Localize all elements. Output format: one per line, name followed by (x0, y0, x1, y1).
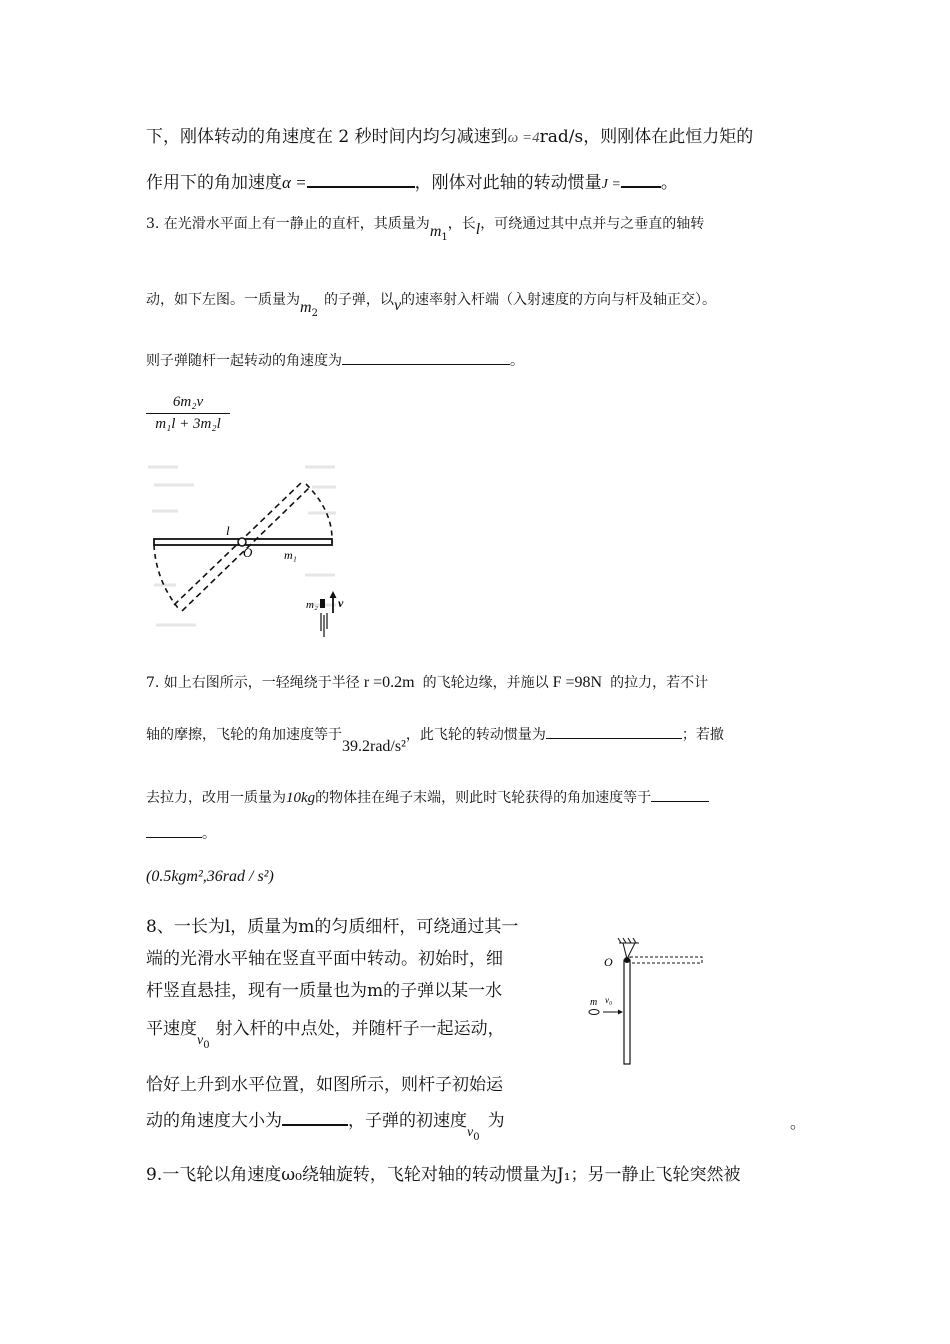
q7-answer: (0.5kgm²,36rad / s²) (146, 868, 274, 885)
q3-line-3: 则子弹随杆一起转动的角速度为 。 (146, 353, 524, 369)
label-l: l (226, 523, 230, 538)
rod-horizontal-dashed (630, 957, 702, 963)
answer-blank-q3[interactable] (342, 363, 510, 365)
label-m1: m₁ (284, 548, 297, 562)
label-v0: v₀ (605, 995, 613, 1005)
answer-blank-accel-part2[interactable] (146, 836, 202, 838)
q8-line-1: 8、一长为l，质量为m的匀质细杆，可绕通过其一 (146, 917, 519, 937)
q8-line-4: 平速度$_{v0}$射入杆的中点处，并随杆子一起运动， (146, 1019, 505, 1051)
text-line-1: 下，刚体转动的角速度在 2 秒时间内均匀减速到ω =4rad/s，则刚体在此恒力矩的 (146, 127, 754, 147)
answer-blank-omega[interactable] (282, 1123, 348, 1126)
q8-end-period: 。 (790, 1113, 807, 1132)
bullet (589, 1010, 599, 1015)
q3-line-1: 3. 在光滑水平面上有一静止的直杆，其质量为$m_1$，长l，可绕通过其中点并与之垂直的轴转 (146, 216, 705, 243)
hanging-rod-figure (585, 935, 715, 1070)
answer-blank-J[interactable] (621, 185, 661, 188)
q8-line-3: 杆竖直悬挂，现有一质量也为m的子弹以某一水 (146, 981, 503, 1001)
q7-line-1: 7. 如上右图所示，一轻绳绕于半径 r =0.2m 的飞轮边缘，并施以 F =98N 的拉力，若不计 (146, 674, 709, 691)
q8-line-5: 恰好上升到水平位置，如图所示，则杆子初始运 (146, 1075, 503, 1095)
answer-blank-alpha[interactable] (307, 185, 415, 188)
q7-line-3: 去拉力，改用一质量为10kg的物体挂在绳子末端，则此时飞轮获得的角加速度等于 (146, 787, 709, 807)
q3-answer-fraction (146, 394, 230, 433)
answer-blank-inertia[interactable] (546, 737, 682, 739)
rod-bullet-figure (140, 455, 350, 655)
answer-blank-accel-part1[interactable] (651, 800, 709, 802)
motion-lines (321, 613, 327, 637)
label-O: O (604, 955, 613, 969)
label-m2: m₂ (306, 599, 318, 611)
label-O: O (243, 545, 253, 560)
bullet (320, 599, 325, 608)
ceiling-support (618, 938, 639, 959)
fraction-denominator: m₁l + 3m₂l (155, 416, 221, 432)
velocity-arrowhead-icon (330, 591, 337, 598)
arc-left (154, 545, 178, 608)
q7-line-2: 轴的摩擦，飞轮的角加速度等于39.2rad/s²，此飞轮的转动惯量为 ；若撤 (146, 727, 724, 755)
q8-line-6: 动的角速度大小为 ，子弹的初速度$_{v0}$为 (146, 1111, 505, 1143)
q7-line-4: 。 (146, 823, 216, 843)
text-line-2: 作用下的角加速度α = ，刚体对此轴的转动惯量J = 。 (146, 173, 678, 193)
q9-line-1: 9.一飞轮以角速度ω₀绕轴旋转，飞轮对轴的转动惯量为J₁；另一静止飞轮突然被 (146, 1165, 741, 1185)
q3-line-2: 动，如下左图。一质量为$m_2$的子弹，以v的速率射入杆端（入射速度的方向与杆及轴正交）。 (146, 292, 717, 319)
velocity-arrowhead-icon (618, 1010, 623, 1015)
fraction-bar (146, 413, 230, 414)
rod (624, 960, 630, 1064)
label-v: v (338, 596, 344, 610)
fraction-numerator: 6m₂v (172, 394, 204, 410)
q8-line-2: 端的光滑水平轴在竖直平面中转动。初始时，细 (146, 949, 503, 969)
label-m: m (590, 997, 598, 1008)
